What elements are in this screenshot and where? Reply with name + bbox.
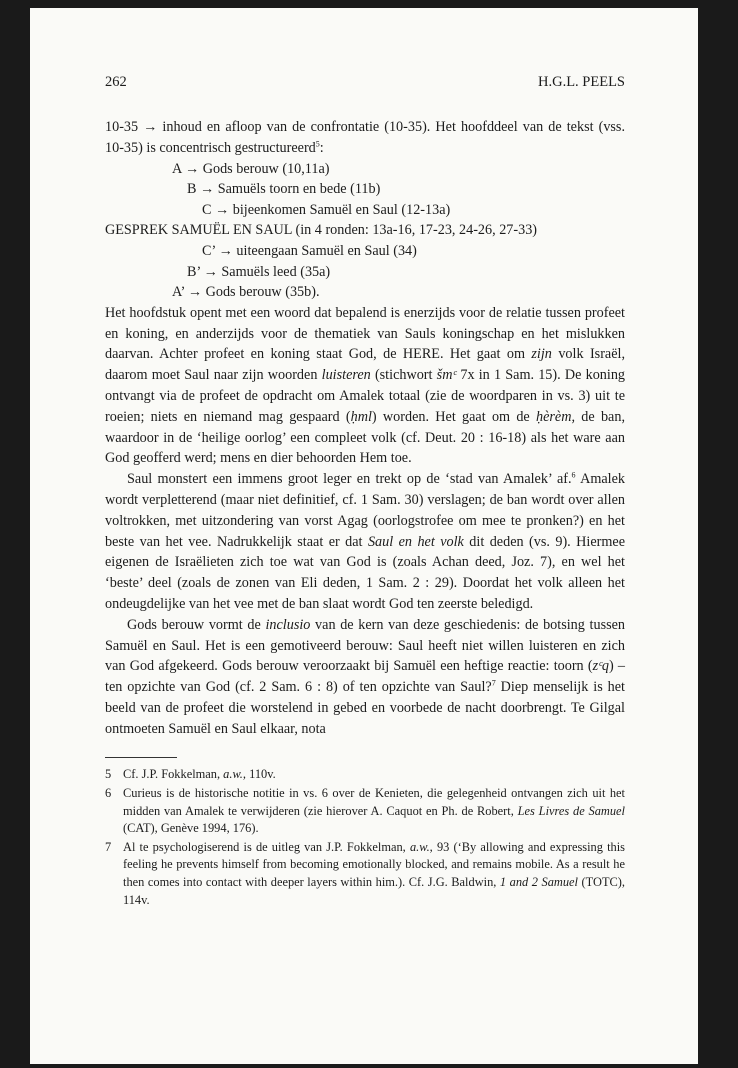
body-text [105, 303, 625, 740]
paragraph-3: Gods berouw vormt de inclusio van de kern van deze geschiedenis: de botsing tussen Samuël en Saul. Het is een gemotiveerd berouw: Saul heeft niet willen luisteren en zich van God afgekeerd. Gods berouw veroorzaakt bij Samuël een heftige reactie: toorn (zᶜq) – ten opzichte van God (cf. 2 Sam. 6 : 8) of ten opzichte van Saul?$^7$ Diep menselijk is het beeld van de profeet die worstelend in gebed en voorbede de nacht doorbrengt. Te Gilgal ontmoeten Samuël en Saul elkaar, nota [105, 616, 626, 737]
running-head-author: H.G.L. PEELS [538, 74, 625, 90]
running-head [105, 74, 625, 91]
page-content [105, 74, 625, 910]
footnote-ref-5[interactable]: 5 [315, 139, 320, 149]
footnote-separator [105, 757, 177, 758]
scheme-line-a: A → Gods berouw (10,11a) [172, 160, 330, 177]
paragraph-1: Het hoofdstuk opent met een woord dat bepalend is enerzijds voor de relatie tussen profeet en koning, en anderzijds voor de thematiek van Sauls koningschap en het mislukken daarvan. Achter profeet en koning staat God, de HERE. Het gaat om zijn volk Israël, daarom moet Saul naar zijn woorden luisteren (stichwort šmᶜ 7x in 1 Sam. 15). De koning ontvangt via de profeet de opdracht om Amalek totaal (zie de woordparen in vs. 3) uit te roeien; niets en niemand mag gespaard (ḥml) worden. Het gaat om de ḥèrèm, de ban, waardoor in de ‘heilige oorlog’ een compleet volk (cf. Deut. 20 : 16-18) als het ware aan God geofferd werd; mens en dier behoorden Hem toe. [105, 304, 626, 467]
footnote-ref-6[interactable]: 6 [571, 470, 576, 480]
footnote-5: 5 Cf. J.P. Fokkelman, a.w., 110v. [105, 767, 276, 782]
footnote-6: 6 Curieus is de historische notitie in vs. 6 over de Kenieten, die gelegenheid ontvangen zich uit het midden van Amalek te verwijderen (zie hierover A. Caquot en Ph. de Robert, Les Livres de Samuel (CAT), Genève 1994, 176). [105, 786, 625, 836]
concentric-structure [105, 159, 625, 303]
paragraph-2: Saul monstert een immens groot leger en trekt op de ‘stad van Amalek’ af.$^6$ Amalek wordt verpletterend (maar niet definitief, cf. 1 Sam. 30) verslagen; de ban wordt over allen voltrokken, met uitzondering van vorst Agag (oorlogstrofee om mee te pronken?) en het beste van het vee. Nadrukkelijk staat er dat Saul en het volk dit deden (vs. 9). Hiermee eigenen de Israëlieten zich toe wat van God is (zoals Achan deed, Joz. 7), en wel het ‘beste’ deel (zoals de zonen van Eli deden, 1 Sam. 2 : 29). Doordat het volk alleen het ondeugdelijke van het vee met de ban slaat wordt God ten zeerste beledigd. [105, 470, 626, 612]
footnote-ref-7[interactable]: 7 [491, 678, 496, 688]
page-number: 262 [105, 74, 127, 90]
intro-paragraph: 10-35 → inhoud en afloop van de confrontatie (10-35). Het hoofddeel van de tekst (vss. 10-35) is concentrisch gestructureerd$^5$: [105, 119, 625, 156]
scheme-line-c-prime: C’ → uiteengaan Samuël en Saul (34) [202, 242, 417, 259]
scheme-line-a-prime: A’ → Gods berouw (35b). [172, 284, 320, 301]
scheme-center: GESPREK SAMUËL EN SAUL (in 4 ronden: 13a-16, 17-23, 24-26, 27-33) [105, 222, 538, 239]
scheme-line-c: C → bijeenkomen Samuël en Saul (12-13a) [202, 201, 451, 218]
footnote-7: 7 Al te psychologiserend is de uitleg van J.P. Fokkelman, a.w., 93 (‘By allowing and expressing this feeling he prevents himself from becoming emotionally blocked, and remains mobile. As a result he then comes into contact with deeper layers within him.). Cf. J.G. Baldwin, 1 and 2 Samuel (TOTC), 114v. [105, 839, 626, 907]
scheme-line-b: B → Samuëls toorn en bede (11b) [187, 181, 381, 198]
footnotes [105, 766, 625, 909]
book-page [30, 8, 698, 1064]
scheme-line-b-prime: B’ → Samuëls leed (35a) [187, 263, 331, 280]
